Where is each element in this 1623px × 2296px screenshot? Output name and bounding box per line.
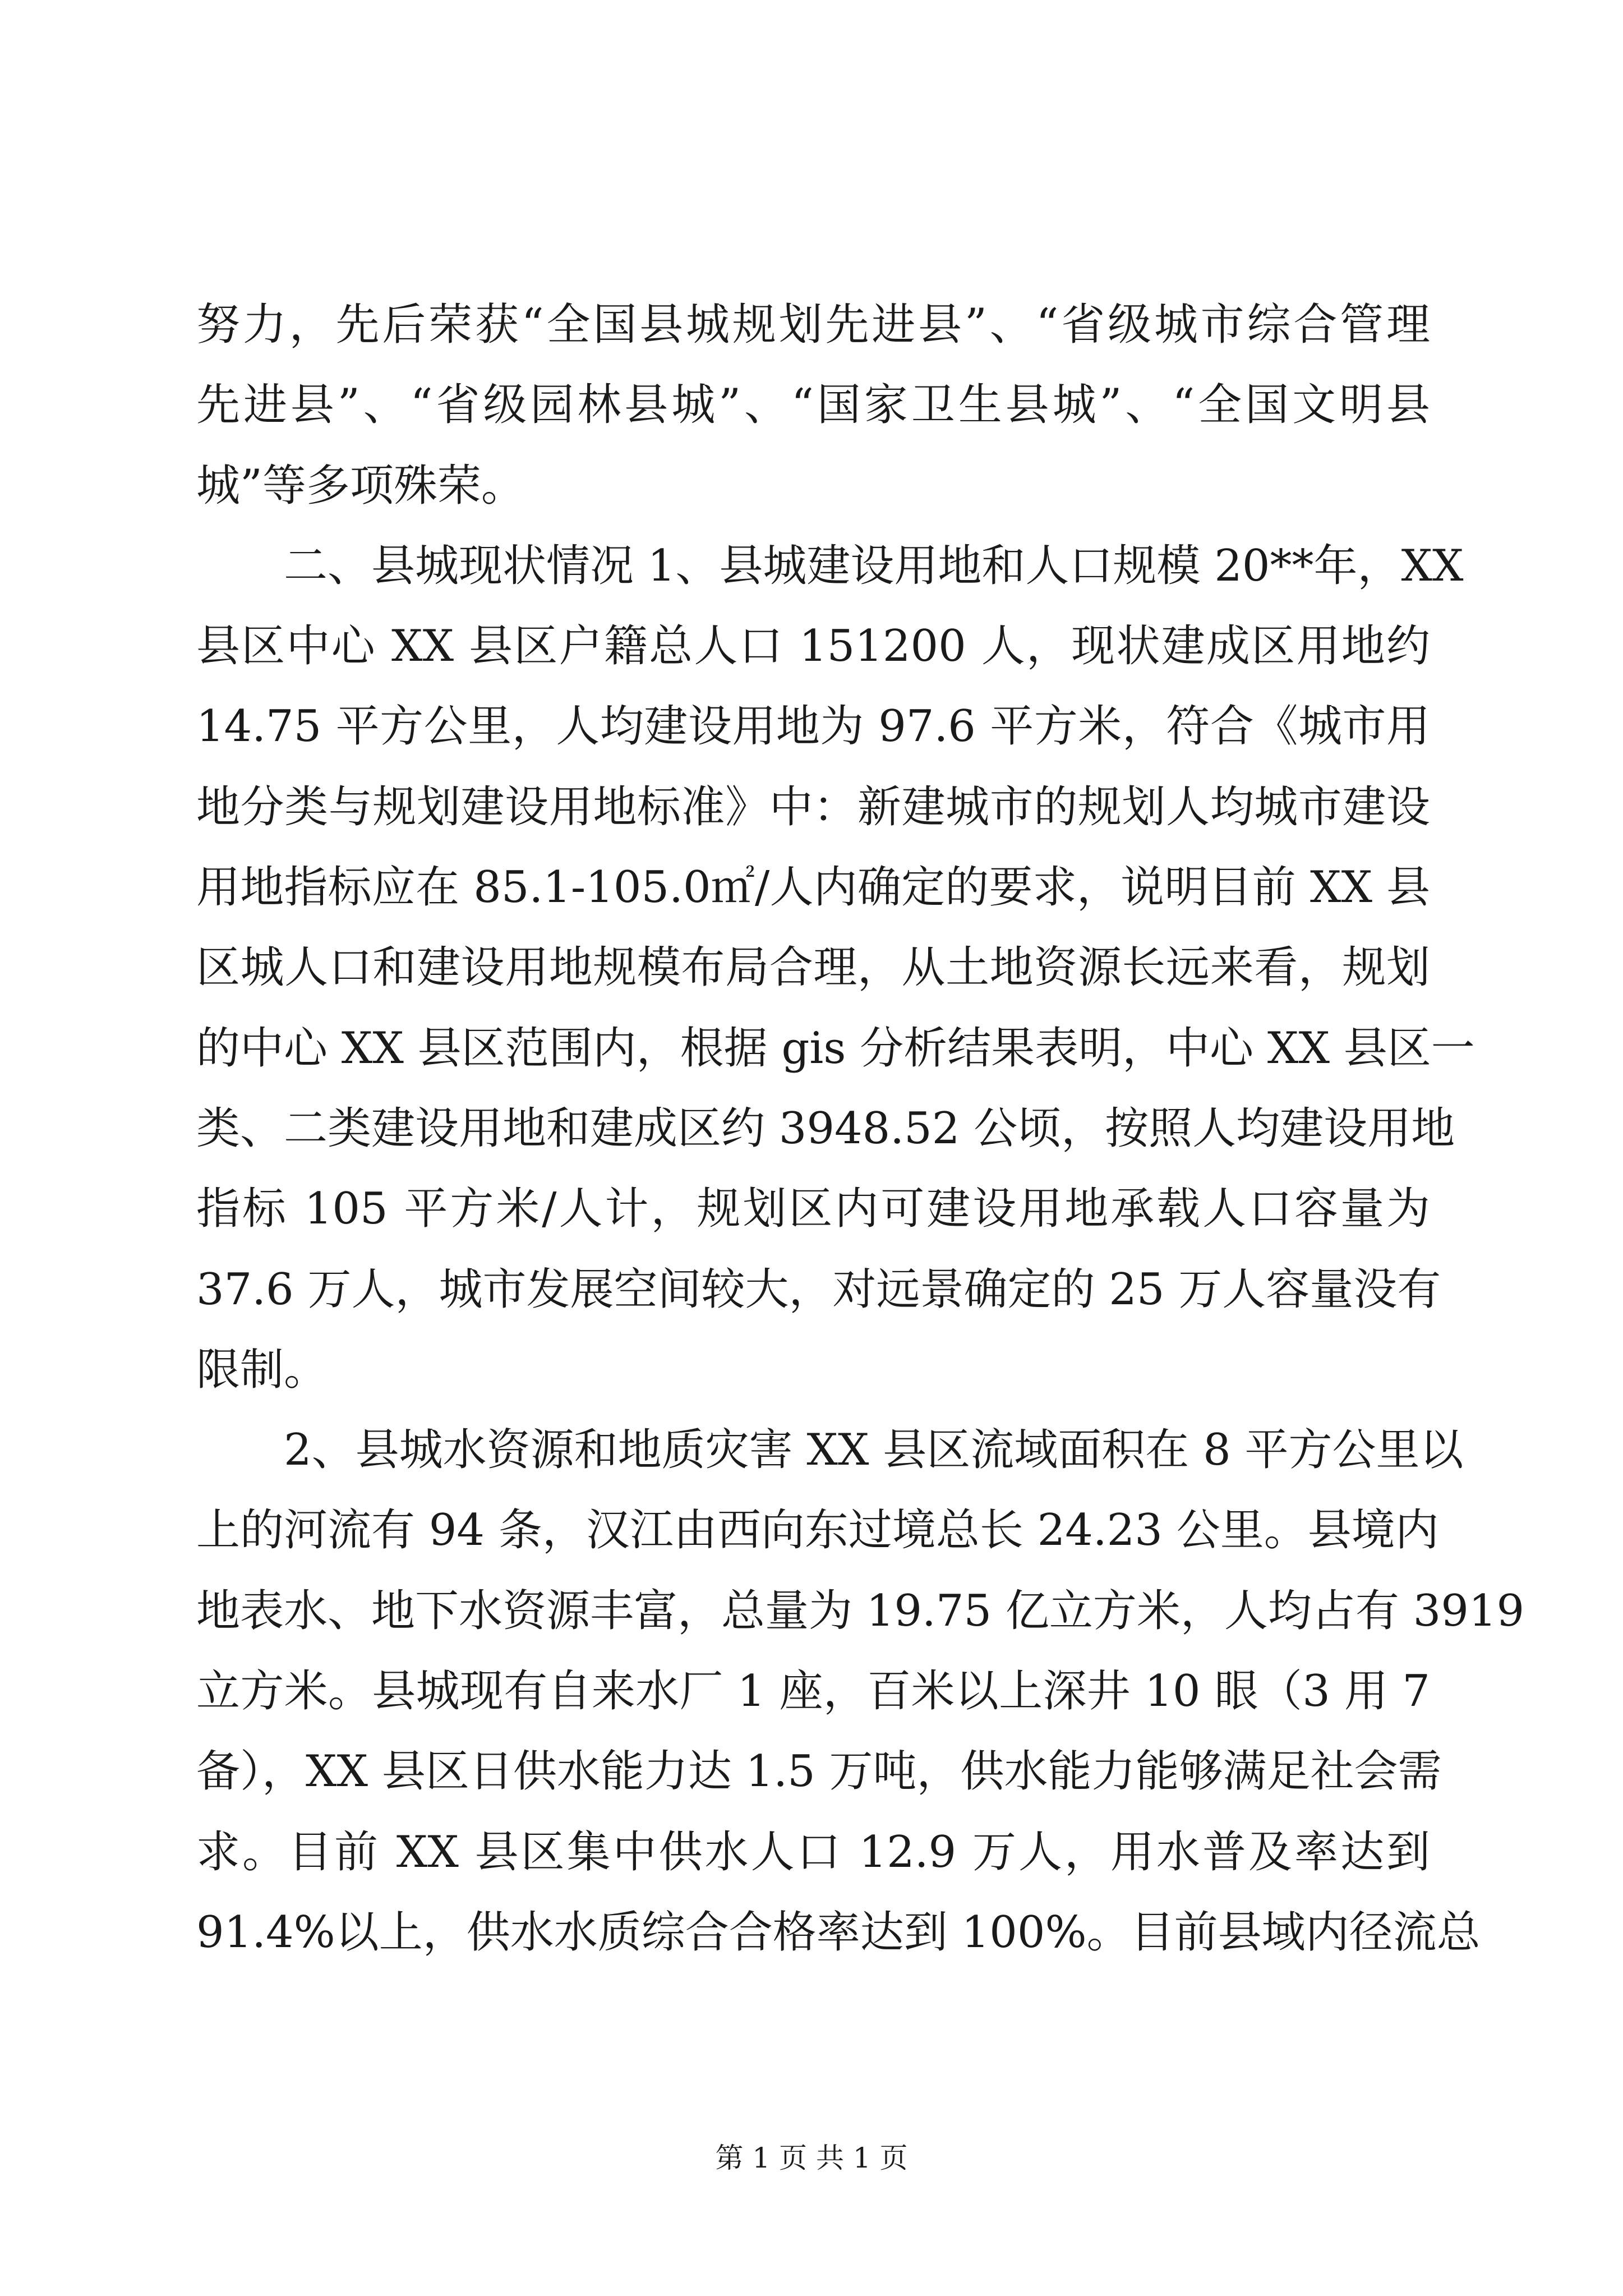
page-number-label: 第 1 页 共 1 页 — [715, 2142, 908, 2174]
paragraph-line: 91.4%以上，供水水质综合合格率达到 100%。目前县域内径流总 — [196, 1907, 1481, 1958]
paragraph-line: 地表水、地下水资源丰富，总量为 19.75 亿立方米，人均占有 3919 — [196, 1585, 1525, 1636]
paragraph-line: 类、二类建设用地和建成区约 3948.52 公顷，按照人均建设用地 — [196, 1103, 1455, 1154]
paragraph-line: 城”等多项殊荣。 — [196, 460, 525, 511]
paragraph-line: 14.75 平方公里，人均建设用地为 97.6 平方米，符合《城市用 — [196, 701, 1430, 752]
paragraph-line: 地分类与规划建设用地标准》中：新建城市的规划人均城市建设 — [196, 781, 1430, 832]
paragraph-line: 上的河流有 94 条，汉江由西向东过境总长 24.23 公里。县境内 — [196, 1505, 1439, 1556]
paragraph-line: 用地指标应在 85.1-105.0㎡/人内确定的要求，说明目前 XX 县 — [196, 862, 1430, 913]
paragraph-line: 指标 105 平方米/人计，规划区内可建设用地承载人口容量为 — [196, 1184, 1430, 1235]
paragraph-line: 37.6 万人，城市发展空间较大，对远景确定的 25 万人容量没有 — [196, 1264, 1441, 1315]
body-text — [196, 285, 1525, 1973]
paragraph-line: 区城人口和建设用地规模布局合理，从土地资源长远来看，规划 — [196, 942, 1430, 993]
paragraph-line: 先进县”、“省级园林县城”、“国家卫生县城”、“全国文明县 — [196, 380, 1430, 431]
paragraph-line: 备），XX 县区日供水能力达 1.5 万吨，供水能力能够满足社会需 — [196, 1746, 1442, 1797]
page-footer — [0, 2138, 1623, 2178]
paragraph-line: 县区中心 XX 县区户籍总人口 151200 人，现状建成区用地约 — [196, 621, 1430, 672]
paragraph-line: 限制。 — [196, 1344, 328, 1395]
paragraph-line: 二、县城现状情况 1、县城建设用地和人口规模 20**年，XX — [284, 540, 1464, 591]
paragraph-line: 努力，先后荣获“全国县城规划先进县”、“省级城市综合管理 — [196, 300, 1430, 350]
paragraph-line: 立方米。县城现有自来水厂 1 座，百米以上深井 10 眼（3 用 7 — [196, 1666, 1430, 1717]
paragraph-line: 的中心 XX 县区范围内，根据 gis 分析结果表明，中心 XX 县区一 — [196, 1023, 1475, 1074]
paragraph-line: 2、县城水资源和地质灾害 XX 县区流域面积在 8 平方公里以 — [284, 1425, 1464, 1476]
paragraph-line: 求。目前 XX 县区集中供水人口 12.9 万人，用水普及率达到 — [196, 1826, 1430, 1878]
